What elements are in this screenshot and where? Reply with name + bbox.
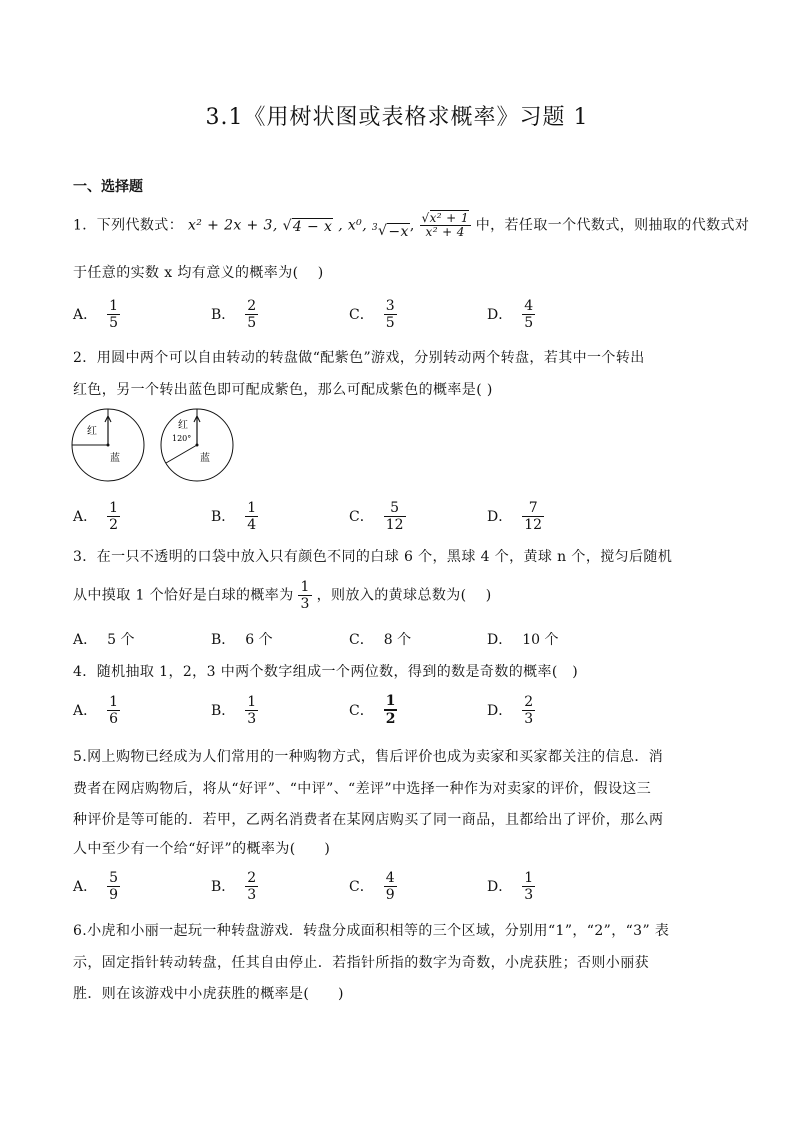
question-1-fraction-expr: $\frac{\text{√x² + 1}}{\text{x² + 4}}$: [421, 211, 469, 239]
section-heading: 一、选择题: [73, 179, 143, 195]
question-1-prefix: 1．下列代数式：: [73, 217, 184, 234]
question-3-fraction: $\frac{1}{3}$: [300, 579, 310, 612]
question-1-line-1: 1．下列代数式： x² + 2x + 3, √ 4 − x , x⁰, 3 √ −x , $\frac{\text{√x² + 1}}{\text{x² + 4}}$ 中，若任取一个代数式，则抽取的代数式对: [73, 211, 750, 240]
question-5-option-c[interactable]: C． $\frac{4}{9}$: [349, 869, 395, 903]
question-1-fraction-numerator: x² + 1: [429, 211, 469, 225]
question-2-option-c[interactable]: C． $\frac{5}{12}$: [349, 499, 404, 533]
question-2-line-2: 红色，另一个转出蓝色即可配成紫色，那么可配成紫色的概率是( ): [73, 382, 493, 398]
question-4-line-1: 4．随机抽取 1，2，3 中两个数字组成一个两位数，得到的数是奇数的概率( ): [73, 664, 579, 680]
question-6-line-3: 胜．则在该游戏中小虎获胜的概率是( ): [73, 986, 344, 1002]
question-1-expr-a: x² + 2x + 3,: [187, 217, 283, 234]
question-1-line-2: 于任意的实数 x 均有意义的概率为( ): [73, 265, 324, 281]
question-4-option-c[interactable]: C． $\frac{1}{2}$: [349, 693, 396, 727]
question-5-line-3: 种评价是等可能的．若甲，乙两名消费者在某网店购买了同一商品，且都给出了评价，那么两: [73, 812, 664, 828]
question-3-line-1: 3．在一只不透明的口袋中放入只有颜色不同的白球 6 个，黑球 4 个，黄球 n 个，搅匀后随机: [73, 549, 673, 565]
spinner-2-blue-label: 蓝: [200, 453, 210, 464]
page-title: 3.1《用树状图或表格求概率》习题 1: [205, 105, 589, 130]
spinner-2: [161, 409, 233, 481]
question-1-cbrt-expr: 3 √ −x: [371, 222, 409, 240]
question-5-line-1: 5.网上购物已经成为人们常用的一种购物方式，售后评价也成为卖家和买家都关注的信息．消: [73, 749, 664, 765]
question-5-line-4: 人中至少有一个给“好评”的概率为( ): [73, 841, 331, 857]
question-5-option-a[interactable]: A． $\frac{5}{9}$: [73, 869, 119, 903]
spinner-1-red-label: 红: [87, 426, 97, 437]
question-3-line-2: 从中摸取 1 个恰好是白球的概率为 $\frac{1}{3}$ ，则放入的黄球总数为( ): [73, 579, 492, 612]
question-2-option-a[interactable]: A． $\frac{1}{2}$: [73, 499, 119, 533]
question-3-option-b[interactable]: B． 6 个: [211, 632, 273, 648]
question-2-options: [73, 496, 723, 536]
question-1-sqrt-radicand: 4 − x: [292, 218, 333, 235]
question-6-line-1: 6.小虎和小丽一起玩一种转盘游戏．转盘分成面积相等的三个区域，分别用“1”，“2”，“3” 表: [73, 923, 670, 939]
question-5-line-2: 费者在网店购物后，将从“好评”、“中评”、“差评”中选择一种作为对卖家的评价，假设这三: [73, 781, 652, 797]
question-5-option-b[interactable]: B． $\frac{2}{3}$: [211, 869, 257, 903]
question-5-options: [73, 866, 723, 906]
question-1-sqrt-expr: √ 4 − x: [282, 217, 333, 235]
question-4-option-b[interactable]: B． $\frac{1}{3}$: [211, 693, 257, 727]
question-1-option-b[interactable]: B． $\frac{2}{5}$: [211, 297, 257, 331]
question-2-line-1: 2．用圆中两个可以自由转动的转盘做“配紫色”游戏，分别转动两个转盘，若其中一个转出: [73, 350, 645, 366]
question-1-suffix: 中，若任取一个代数式，则抽取的代数式对: [475, 217, 750, 234]
question-5-option-d[interactable]: D． $\frac{1}{3}$: [487, 869, 534, 903]
question-6-line-2: 示，固定指针转动转盘，任其自由停止．若指针所指的数字为奇数，小虎获胜；否则小丽获: [73, 955, 649, 971]
question-1-option-a[interactable]: A． $\frac{1}{5}$: [73, 297, 119, 331]
question-4-option-d[interactable]: D． $\frac{2}{3}$: [487, 693, 534, 727]
spinner-2-red-label: 红: [178, 420, 188, 431]
question-4-options: [73, 690, 723, 730]
question-3-option-d[interactable]: D． 10 个: [487, 632, 559, 648]
question-1-cbrt-index: 3: [371, 222, 379, 233]
question-1-option-d[interactable]: D． $\frac{4}{5}$: [487, 297, 534, 331]
spinner-1-blue-label: 蓝: [110, 453, 120, 464]
spinner-2-angle-label: 120°: [172, 434, 192, 443]
question-1-fraction-denominator: x² + 4: [425, 225, 465, 239]
question-1-option-c[interactable]: C． $\frac{3}{5}$: [349, 297, 395, 331]
spinner-1: [72, 409, 144, 481]
spinner-diagram: [70, 404, 250, 486]
question-2-option-d[interactable]: D． $\frac{7}{12}$: [487, 499, 543, 533]
question-1-expr-c: , x⁰,: [338, 217, 372, 234]
question-3-option-c[interactable]: C． 8 个: [349, 632, 412, 648]
question-4-option-a[interactable]: A． $\frac{1}{6}$: [73, 693, 119, 727]
question-1-options: [73, 294, 723, 334]
question-1-cbrt-radicand: −x: [388, 223, 409, 240]
question-3-option-a[interactable]: A． 5 个: [73, 632, 135, 648]
question-2-option-b[interactable]: B． $\frac{1}{4}$: [211, 499, 257, 533]
